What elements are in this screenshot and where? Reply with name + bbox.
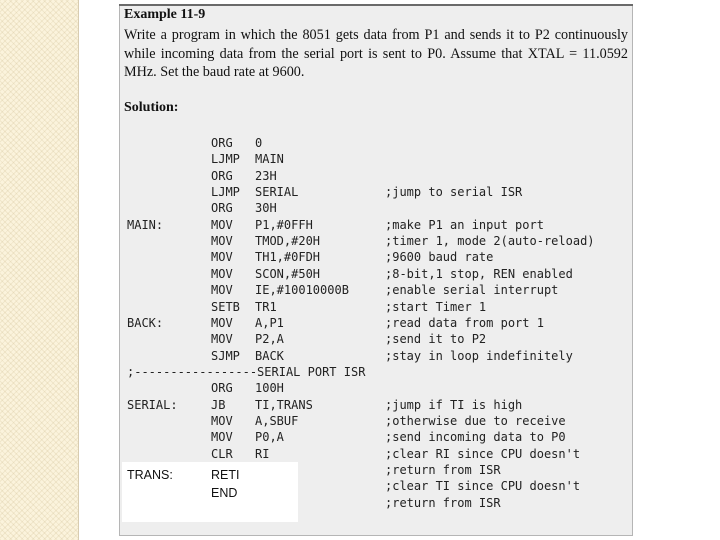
trans-label: TRANS:: [127, 468, 173, 482]
code-mnemonic: SETB: [211, 299, 240, 314]
code-line: [0, 300, 720, 316]
trans-overlay-box: [122, 462, 298, 522]
code-comment: ;return from ISR: [385, 463, 501, 477]
code-label: MAIN:: [127, 217, 164, 232]
code-operand: P1,#0FFH: [255, 217, 313, 232]
code-line: [0, 267, 720, 283]
code-line: [0, 332, 720, 348]
code-operand: 30H: [255, 201, 277, 216]
code-mnemonic: MOV: [211, 430, 233, 445]
code-operand: IE,#10010000B: [255, 283, 349, 298]
problem-statement: Write a program in which the 8051 gets data from P1 and sends it to P2 continuously while incoming data from the serial port is sent to P0. Assume that XTAL = 11.0592 MHz. Set the baud rate at 9600.: [124, 27, 628, 80]
code-comment: ;timer 1, mode 2(auto-reload): [385, 234, 595, 249]
panel-top-rule: [119, 4, 633, 6]
code-operand: RI: [255, 446, 270, 461]
code-line: [0, 381, 720, 397]
code-comment: ;jump if TI is high: [385, 397, 523, 412]
code-mnemonic: MOV: [211, 234, 233, 249]
code-comment: ;send it to P2: [385, 332, 487, 347]
code-line: [0, 185, 720, 201]
code-comment: ;make P1 an input port: [385, 217, 544, 232]
code-line: [0, 496, 720, 512]
code-comment: ;jump to serial ISR: [385, 185, 523, 200]
code-mnemonic: MOV: [211, 250, 233, 265]
code-comment: ;send incoming data to P0: [385, 430, 566, 445]
code-mnemonic: ORG: [211, 136, 233, 150]
code-operand: TH1,#0FDH: [255, 250, 321, 265]
code-mnemonic: MOV: [211, 283, 233, 298]
code-comment: ;clear TI since CPU doesn't: [385, 479, 581, 494]
code-label: SERIAL:: [127, 397, 178, 412]
code-line: [0, 152, 720, 168]
code-mnemonic: SJMP: [211, 348, 240, 363]
code-line: [0, 398, 720, 414]
code-line: [0, 414, 720, 430]
code-comment: ;enable serial interrupt: [385, 283, 559, 298]
code-operand: P0,A: [255, 430, 284, 445]
code-line: [0, 234, 720, 250]
code-operand: BACK: [255, 348, 284, 363]
code-operand: SCON,#50H: [255, 266, 321, 281]
code-comment: ;otherwise due to receive: [385, 413, 566, 428]
code-line: [0, 430, 720, 446]
code-line: [0, 218, 720, 234]
end-directive: END: [211, 486, 238, 500]
code-line: [0, 349, 720, 365]
solution-heading: Solution:: [124, 100, 179, 115]
code-line: [0, 365, 720, 381]
code-operand: P2,A: [255, 332, 284, 347]
code-operand: 23H: [255, 168, 277, 183]
code-mnemonic: ORG: [211, 201, 233, 216]
code-section-comment: ;-----------------SERIAL PORT ISR: [127, 364, 366, 379]
code-mnemonic: JB: [211, 397, 226, 412]
code-comment: ;return from ISR: [385, 495, 501, 510]
code-mnemonic: MOV: [211, 332, 233, 347]
code-comment: ;stay in loop indefinitely: [385, 348, 573, 363]
code-mnemonic: ORG: [211, 168, 233, 183]
code-comment: ;start Timer 1: [385, 299, 487, 314]
code-operand: MAIN: [255, 152, 284, 167]
code-operand: TMOD,#20H: [255, 234, 321, 249]
code-operand: TI,TRANS: [255, 397, 313, 412]
code-line: [0, 169, 720, 185]
code-line: [0, 316, 720, 332]
code-comment: ;9600 baud rate: [385, 250, 494, 265]
code-operand: 100H: [255, 381, 284, 396]
code-comment: ;read data from port 1: [385, 315, 544, 330]
code-comment: ;8-bit,1 stop, REN enabled: [385, 266, 573, 281]
code-line: [0, 250, 720, 266]
reti-instruction: RETI: [211, 468, 240, 482]
code-mnemonic: CLR: [211, 446, 233, 461]
code-operand: SERIAL: [255, 185, 299, 200]
code-mnemonic: MOV: [211, 266, 233, 281]
code-line: [0, 463, 720, 479]
code-mnemonic: MOV: [211, 315, 233, 330]
code-operand: TR1: [255, 299, 277, 314]
code-line: [0, 283, 720, 299]
code-line: [0, 447, 720, 463]
code-mnemonic: MOV: [211, 217, 233, 232]
code-label: BACK:: [127, 315, 164, 330]
code-comment: ;clear RI since CPU doesn't: [385, 446, 581, 461]
code-mnemonic: LJMP: [211, 185, 240, 200]
code-operand: A,SBUF: [255, 413, 299, 428]
code-line: [0, 201, 720, 217]
code-line: [0, 136, 720, 152]
code-operand: 0: [255, 136, 263, 150]
code-mnemonic: MOV: [211, 413, 233, 428]
code-line: [0, 479, 720, 495]
code-mnemonic: ORG: [211, 381, 233, 396]
example-title: Example 11-9: [124, 7, 206, 22]
code-operand: A,P1: [255, 315, 284, 330]
code-mnemonic: LJMP: [211, 152, 240, 167]
